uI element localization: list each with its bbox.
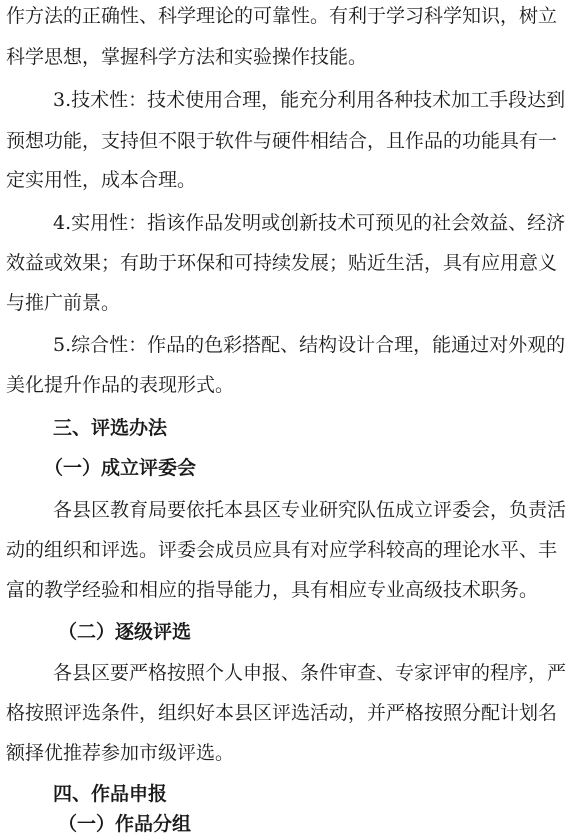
paragraph-line: 各县区教育局要依托本县区专业研究队伍成立评委会，负责活 bbox=[53, 499, 567, 521]
paragraph-line: 额择优推荐参加市级评选。 bbox=[6, 742, 235, 764]
paragraph-line: 富的教学经验和相应的指导能力，具有相应专业高级技术职务。 bbox=[6, 579, 539, 601]
paragraph-line: 3.技术性：技术使用合理，能充分利用各种技术加工手段达到 bbox=[53, 89, 566, 111]
paragraph-line: 美化提升作品的表现形式。 bbox=[6, 374, 235, 396]
section-heading: 三、评选办法 bbox=[53, 417, 168, 439]
section-heading: 四、作品申报 bbox=[53, 783, 168, 805]
subsection-heading: （一）作品分组 bbox=[58, 813, 192, 835]
paragraph-line: 格按照评选条件，组织好本县区评选活动，并严格按照分配计划名 bbox=[6, 702, 558, 724]
paragraph-line: 4.实用性：指该作品发明或创新技术可预见的社会效益、经济 bbox=[53, 212, 566, 234]
paragraph-line: 各县区要严格按照个人申报、条件审查、专家评审的程序，严 bbox=[53, 662, 567, 684]
paragraph-line: 与推广前景。 bbox=[6, 292, 121, 314]
paragraph-line: 定实用性，成本合理。 bbox=[6, 169, 197, 191]
paragraph-line: 效益或效果；有助于环保和可持续发展；贴近生活，具有应用意义 bbox=[6, 252, 558, 274]
paragraph-line: 科学思想，掌握科学方法和实验操作技能。 bbox=[6, 46, 368, 68]
paragraph-line: 预想功能，支持但不限于软件与硬件相结合，且作品的功能具有一 bbox=[6, 130, 558, 152]
paragraph-line: 动的组织和评选。评委会成员应具有对应学科较高的理论水平、丰 bbox=[6, 539, 558, 561]
subsection-heading: （一）成立评委会 bbox=[44, 457, 197, 479]
subsection-heading: （二）逐级评选 bbox=[58, 621, 192, 643]
paragraph-line: 作方法的正确性、科学理论的可靠性。有利于学习科学知识，树立 bbox=[6, 5, 558, 27]
paragraph-line: 5.综合性：作品的色彩搭配、结构设计合理，能通过对外观的 bbox=[53, 334, 566, 356]
